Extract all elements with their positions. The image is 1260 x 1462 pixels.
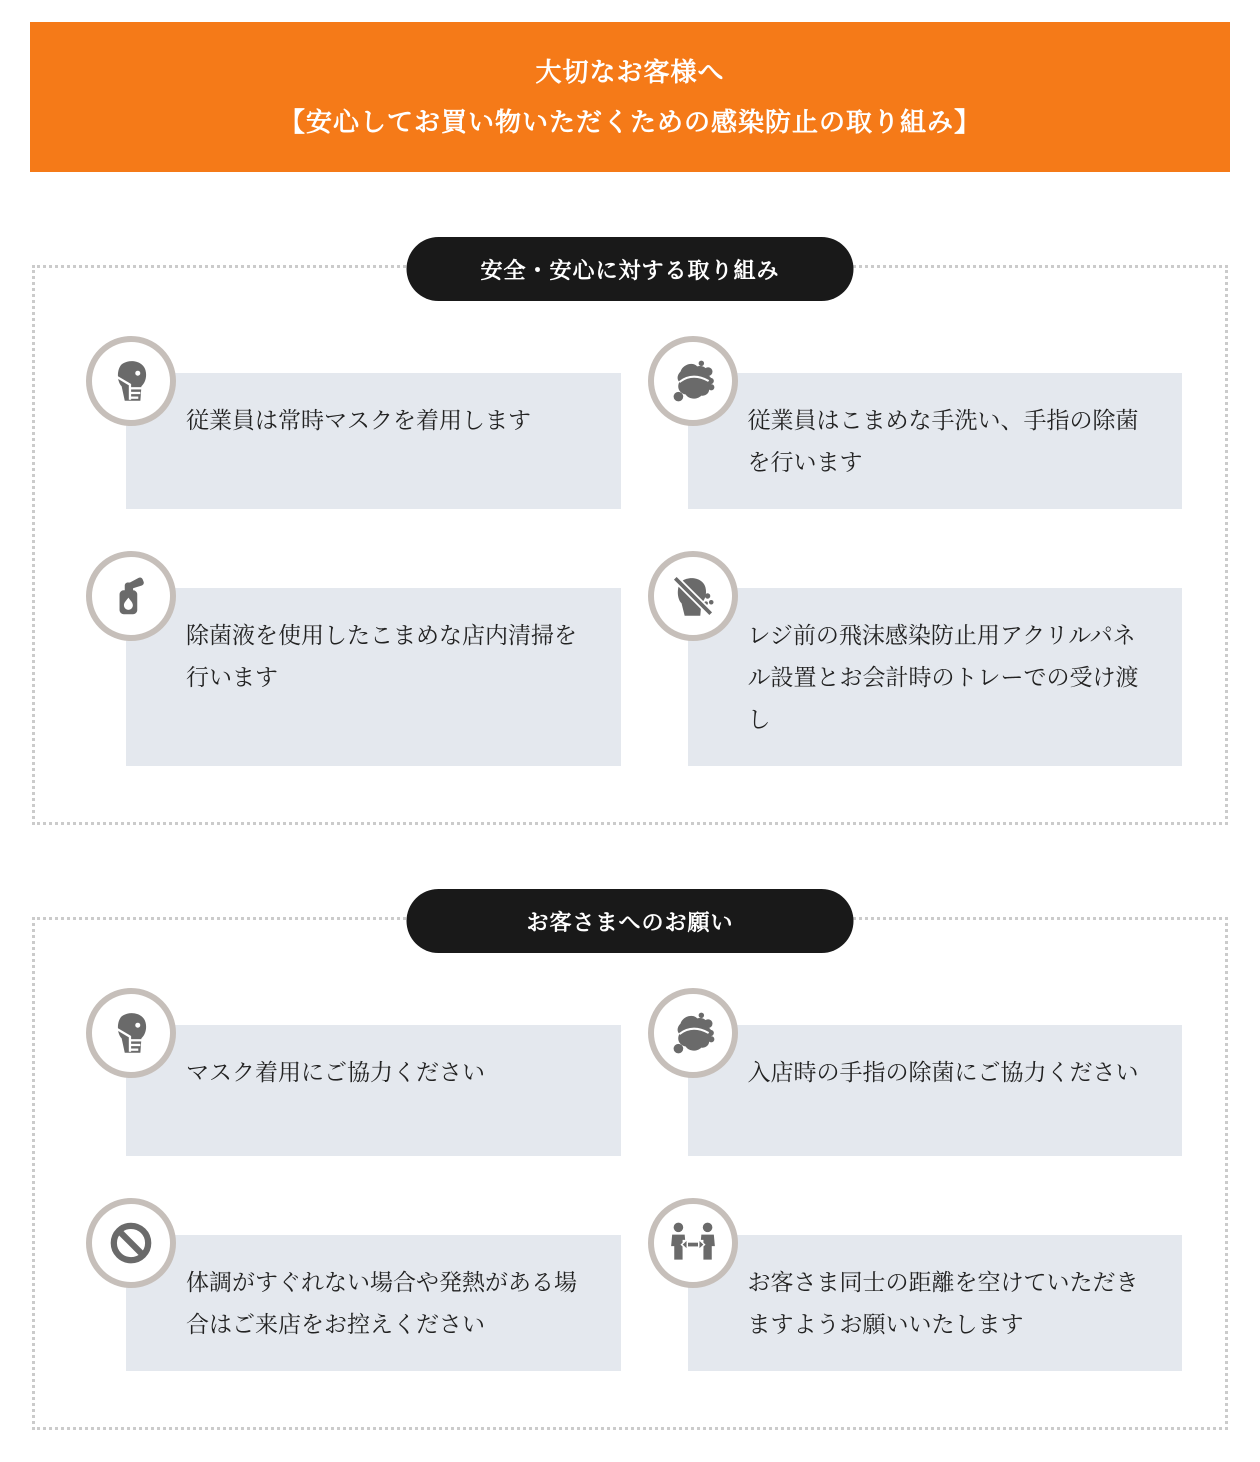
item-text: お客さま同士の距離を空けていただきますようお願いいたします	[688, 1235, 1183, 1371]
section-safety-measures	[32, 257, 1228, 825]
social-distance-icon	[648, 1198, 738, 1288]
hand-washing-icon	[648, 336, 738, 426]
item-card	[648, 336, 1183, 509]
droplet-block-icon	[648, 551, 738, 641]
item-card	[648, 1198, 1183, 1371]
item-card	[86, 336, 621, 509]
header-banner	[30, 22, 1230, 172]
mask-face-icon	[86, 988, 176, 1078]
item-text: 従業員は常時マスクを着用します	[126, 373, 621, 509]
item-card	[648, 988, 1183, 1156]
item-text: レジ前の飛沫感染防止用アクリルパネル設置とお会計時のトレーでの受け渡し	[688, 588, 1183, 766]
prohibition-icon	[86, 1198, 176, 1288]
banner-title: 大切なお客様へ	[535, 57, 725, 87]
section-safety-grid	[86, 336, 1182, 766]
section-safety-label: 安全・安心に対する取り組み	[407, 237, 854, 301]
item-card	[86, 1198, 621, 1371]
item-text: 体調がすぐれない場合や発熱がある場合はご来店をお控えください	[126, 1235, 621, 1371]
item-text: 従業員はこまめな手洗い、手指の除菌を行います	[688, 373, 1183, 509]
banner-subtitle: 【安心してお買い物いただくための感染防止の取り組み】	[278, 107, 981, 137]
item-card	[86, 988, 621, 1156]
section-requests-label: お客さまへのお願い	[407, 889, 854, 953]
page	[0, 22, 1260, 1462]
sanitizer-bottle-icon	[86, 551, 176, 641]
mask-face-icon	[86, 336, 176, 426]
hand-washing-icon	[648, 988, 738, 1078]
item-text: 入店時の手指の除菌にご協力ください	[688, 1025, 1183, 1156]
item-text: 除菌液を使用したこまめな店内清掃を行います	[126, 588, 621, 766]
item-text: マスク着用にご協力ください	[126, 1025, 621, 1156]
section-requests-grid	[86, 988, 1182, 1371]
section-customer-requests	[32, 909, 1228, 1430]
item-card	[648, 551, 1183, 766]
item-card	[86, 551, 621, 766]
